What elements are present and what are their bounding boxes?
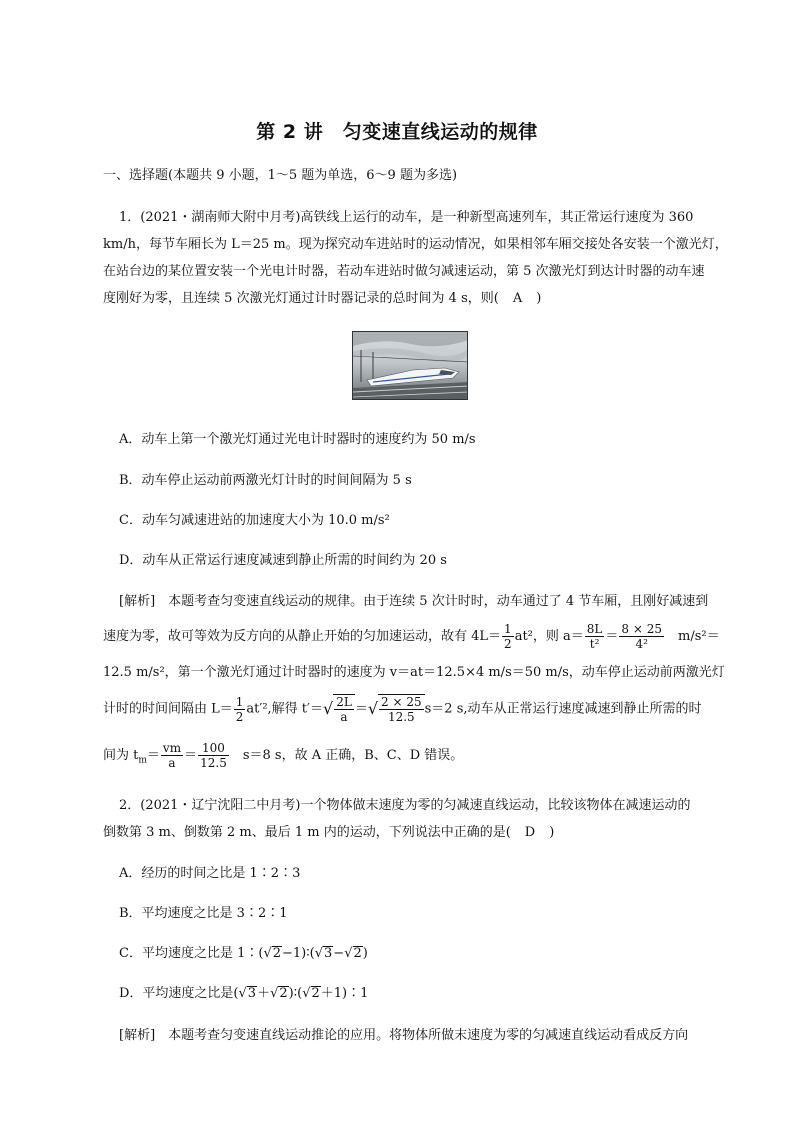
frac-num: 2L xyxy=(336,695,352,709)
train-illustration xyxy=(353,332,468,400)
q1-answer: A xyxy=(512,291,523,306)
radicand-2: 2 xyxy=(279,986,288,1001)
q2-answer: D xyxy=(524,825,536,840)
q2-c-text-4: ) xyxy=(362,946,368,961)
q2-c-text-1: C．平均速度之比是 1∶( xyxy=(119,946,264,961)
q1-line-3: 在站台边的某位置安装一个光电计时器，若动车进站时做匀减速运动，第 5 次激光灯到达计时器的动车速 xyxy=(103,264,705,279)
radicand-2: 2 xyxy=(311,986,320,1001)
radicand-3: 3 xyxy=(247,986,257,1001)
q1-analysis-line-4 xyxy=(103,694,702,724)
frac-num: 8L xyxy=(586,622,603,636)
q1-stem-end: 度刚好为零，且连续 5 次激光灯通过计时器记录的总时间为 4 s，则( xyxy=(103,291,499,306)
q1-option-b: B．动车停止运动前两激光灯计时的时间间隔为 5 s xyxy=(119,473,412,488)
frac-num: 1 xyxy=(504,622,512,636)
q2-line-2 xyxy=(103,824,554,842)
radicand-2: 2 xyxy=(272,946,282,961)
q1-analysis-label: [解析] xyxy=(119,594,156,609)
frac-den: 2 xyxy=(235,709,244,724)
q2-line-1: 2．(2021・辽宁沈阳二中月考)一个物体做末速度为零的匀减速直线运动，比较该物体在减速运动的 xyxy=(119,798,691,813)
q1-analysis-text-4a: 计时的时间间隔由 L＝ xyxy=(103,701,233,717)
radicand-2: 2 xyxy=(353,946,362,961)
q2-analysis-label: [解析] xyxy=(119,1028,156,1043)
frac-den: 12.5 xyxy=(387,710,415,724)
frac-den: t² xyxy=(589,637,600,651)
q1-analysis-line-1 xyxy=(119,593,708,611)
sqrt-2l-over-a: √ $\frac{2L}{a}$ xyxy=(323,694,355,724)
sqrt-2x25-over-12-5: √ $\frac{2 \times 25}{12.5}$ xyxy=(368,694,425,724)
page-title: 第 2 讲 匀变速直线运动的规律 xyxy=(256,121,538,143)
q1-analysis-text-2d: m/s²＝ xyxy=(678,629,720,644)
frac-den: a xyxy=(340,710,348,724)
q1-analysis-text-4b: at′²,解得 t′＝ xyxy=(246,701,323,717)
q2-analysis-text-1: 本题考查匀变速直线运动推论的应用。将物体所做末速度为零的匀减速直线运动看成反方向 xyxy=(168,1028,689,1043)
frac-den: a xyxy=(168,756,176,770)
fraction-one-half xyxy=(502,622,514,651)
q1-analysis-text-4c: ＝ xyxy=(354,701,368,717)
q1-analysis-text-4d: s＝2 s,动车从正常运行速度减速到静止所需的时 xyxy=(424,701,702,717)
fraction-vm-over-a xyxy=(161,741,183,770)
q1-analysis-text-5b: ＝ xyxy=(146,748,160,763)
q1-line-1: 1．(2021・湖南师大附中月考)高铁线上运行的动车，是一种新型高速列车，其正常运行速度为 360 xyxy=(119,210,694,225)
q2-d-text-4: ＋1)∶1 xyxy=(320,986,369,1001)
q2-c-text-3: − xyxy=(333,946,345,961)
q1-option-a: A．动车上第一个激光灯通过光电计时器时的速度约为 50 m/s xyxy=(119,432,476,447)
q1-analysis-line-3: 12.5 m/s²，第一个激光灯通过计时器时的速度为 v＝at＝12.5×4 m/s＝50 m/s，动车停止运动前两激光灯 xyxy=(103,665,725,680)
q2-option-d: D．平均速度之比是(√3＋√2)∶(√2＋1)∶1 xyxy=(119,986,369,1001)
q2-option-b: B．平均速度之比是 3∶2∶1 xyxy=(119,906,288,921)
fraction-100-over-12-5 xyxy=(198,741,229,770)
frac-den: 2 xyxy=(504,637,512,651)
q1-close-paren: ) xyxy=(536,291,542,306)
q1-analysis-line-2 xyxy=(103,622,720,651)
train-photo xyxy=(352,331,468,400)
frac-num: 8 × 25 xyxy=(621,622,662,636)
q1-analysis-text-5c: ＝ xyxy=(184,748,198,763)
q1-line-2: km/h，每节车厢长为 L＝25 m。现为探究动车进站时的运动情况，如果相邻车厢交接处各安装一个激光灯， xyxy=(103,237,728,252)
frac-den: 4² xyxy=(635,637,648,651)
radicand-3: 3 xyxy=(324,946,333,961)
q2-option-c: C．平均速度之比是 1∶(√2−1)∶(√3−√2) xyxy=(119,946,368,961)
section-heading: 一、选择题(本题共 9 小题，1～5 题为单选，6～9 题为多选) xyxy=(103,168,458,183)
q1-analysis-text-5d: s＝8 s，故 A 正确，B、C、D 错误。 xyxy=(242,748,464,763)
q2-close-paren: ) xyxy=(549,825,555,840)
q2-d-text-1: D．平均速度之比是( xyxy=(119,986,239,1001)
q1-analysis-line-5 xyxy=(103,741,463,770)
fraction-one-half-2 xyxy=(234,695,246,724)
frac-den: 12.5 xyxy=(200,756,227,770)
q1-line-4 xyxy=(103,290,541,308)
q1-analysis-text-2a: 速度为零，故可等效为反方向的从静止开始的匀加速运动，故有 4L＝ xyxy=(103,629,502,644)
q1-analysis-text-1: 本题考查匀变速直线运动的规律。由于连续 5 次计时时，动车通过了 4 节车厢，且刚好减速到 xyxy=(168,594,709,609)
q2-d-text-3: )∶( xyxy=(288,986,303,1001)
q1-analysis-text-2b: at²，则 a＝ xyxy=(514,629,584,644)
q1-analysis-text-5a: 间为 t xyxy=(103,748,139,763)
fraction-8l-over-t2 xyxy=(585,622,605,651)
q1-analysis-text-2c: ＝ xyxy=(605,629,619,644)
q2-option-a: A．经历的时间之比是 1∶2∶3 xyxy=(119,866,301,881)
q2-c-text-2: −1)∶( xyxy=(282,946,315,961)
q2-d-text-2: ＋ xyxy=(257,986,271,1001)
frac-num: 100 xyxy=(198,741,229,756)
subscript-m: m xyxy=(138,755,147,766)
q2-analysis-line-1 xyxy=(119,1027,688,1045)
frac-num: 1 xyxy=(235,694,244,709)
frac-num: vm xyxy=(162,741,182,755)
frac-num: 2 × 25 xyxy=(381,695,422,709)
q1-option-d: D．动车从正常运行速度减速到静止所需的时间约为 20 s xyxy=(119,553,447,568)
fraction-8x25-over-4sq xyxy=(619,622,664,651)
q2-stem-end: 倒数第 3 m、倒数第 2 m、最后 1 m 内的运动，下列说法中正确的是( xyxy=(103,825,511,840)
q1-option-c: C．动车匀减速进站的加速度大小为 10.0 m/s² xyxy=(119,513,390,528)
